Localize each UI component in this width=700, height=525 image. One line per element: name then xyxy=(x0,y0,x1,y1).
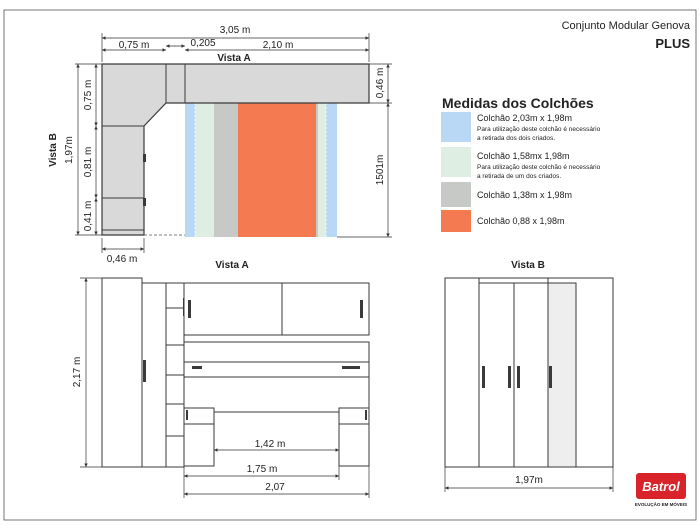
legend-label-138: Colchão 1,38m x 1,98m xyxy=(477,190,573,200)
page-subtitle: PLUS xyxy=(655,36,690,51)
logo-tagline: EVOLUÇÃO EM MÓVEIS xyxy=(634,502,688,507)
dim-height-total: 1,97m xyxy=(64,136,75,164)
logo-wordmark: Batrol xyxy=(642,479,680,494)
legend-label-158: Colchão 1,58mx 1,98m xyxy=(477,151,570,161)
front-a-nightstand-right xyxy=(339,408,369,466)
legend-label-088: Colchão 0,88 x 1,98m xyxy=(477,216,565,226)
legend-note-158b: a retirada de um dos criados. xyxy=(477,173,562,180)
legend-note-203a: Para utilização deste colchão é necessário xyxy=(477,126,601,133)
dim-height-low: 0,41 m xyxy=(83,200,94,232)
legend-label-203: Colchão 2,03m x 1,98m xyxy=(477,113,573,123)
front-view-b xyxy=(445,260,613,492)
front-b-handle xyxy=(508,366,511,388)
dim-bottom-left: 0,46 m xyxy=(106,254,138,265)
legend xyxy=(441,95,601,232)
dim-width-b: 1,97m xyxy=(515,475,543,486)
front-b-cabinet xyxy=(445,278,613,467)
legend-swatch-203 xyxy=(441,112,471,142)
front-a-tower-handle xyxy=(143,360,146,382)
front-b-handle xyxy=(517,366,520,388)
front-a-bed-handle xyxy=(192,366,202,369)
dim-width-right: 2,10 m xyxy=(262,40,294,51)
front-a-nightstand-handle xyxy=(186,410,188,420)
dim-total: 2,07 xyxy=(265,482,285,493)
plan-side-label: Vista B xyxy=(48,133,59,167)
front-view-a xyxy=(72,260,369,498)
dim-depth-top: 0,75 m xyxy=(83,79,94,111)
front-a-label: Vista A xyxy=(215,260,249,271)
dim-total-width: 3,05 m xyxy=(219,25,251,36)
dim-right-top: 0,46 m xyxy=(375,67,386,99)
legend-title: Medidas dos Colchões xyxy=(442,95,594,111)
dim-mid: 1,75 m xyxy=(246,464,278,475)
front-a-tower-side xyxy=(102,278,142,467)
legend-swatch-158 xyxy=(441,147,471,177)
plan-view xyxy=(48,25,392,265)
plan-handle xyxy=(143,198,146,206)
brand-logo xyxy=(633,470,689,508)
front-a-nightstand-left xyxy=(184,408,214,466)
page-title: Conjunto Modular Genova xyxy=(561,20,690,32)
front-a-top-handle xyxy=(188,300,191,318)
front-b-handle xyxy=(549,366,552,388)
plan-view-label: Vista A xyxy=(217,53,251,64)
dim-inner: 1,42 m xyxy=(254,439,286,450)
front-a-top-cabinet xyxy=(184,283,369,335)
front-b-tower-door xyxy=(548,283,576,467)
dim-front-height: 2,17 m xyxy=(72,356,83,388)
dim-width-gap: 0,205 xyxy=(190,38,216,49)
front-b-label: Vista B xyxy=(511,260,545,271)
legend-note-158a: Para utilização deste colchão é necessário xyxy=(477,164,601,171)
plan-handle xyxy=(143,154,146,162)
mattress-band-088 xyxy=(238,103,316,237)
front-a-nightstand-handle xyxy=(365,410,367,420)
front-a-bed-handle xyxy=(342,366,360,369)
legend-swatch-088 xyxy=(441,210,471,232)
dim-height-mid: 0,81 m xyxy=(83,146,94,178)
front-a-top-handle xyxy=(360,300,363,318)
dim-width-left: 0,75 m xyxy=(118,40,150,51)
front-b-handle xyxy=(482,366,485,388)
dim-right-mattress: 1501m xyxy=(375,154,386,186)
legend-swatch-138 xyxy=(441,182,471,207)
legend-note-203b: a retirada dos dois criados. xyxy=(477,135,556,142)
